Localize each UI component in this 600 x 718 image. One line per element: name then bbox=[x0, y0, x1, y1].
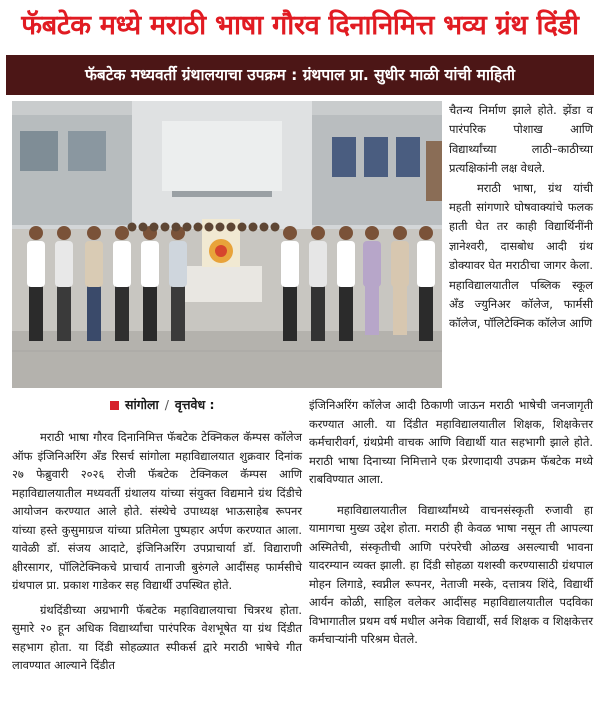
crowd-head bbox=[194, 223, 203, 232]
crowd-head bbox=[238, 223, 247, 232]
article-column-left bbox=[12, 428, 302, 681]
person-figure bbox=[113, 226, 131, 341]
person-figure bbox=[363, 226, 381, 335]
person-figure bbox=[169, 226, 187, 341]
right-paragraph-2: मराठी भाषा, ग्रंथ यांची महती सांगणारे घोषवाक्यांचे फलक हाती घेत तर काही विद्यार्थिनींनी ज्ञानेश्वरी, दासबोध आदी ग्रंथ डोक्यावर घेत मराठीचा जागर केला. महाविद्यालयातील पब्लिक स्कूल अँड ज्युनिअर कॉलेज, फार्मसी कॉलेज, पॉलिटेक्निक कॉलेज आणि bbox=[449, 180, 593, 331]
crowd-head bbox=[161, 223, 170, 232]
dateline-source: वृत्तवेध : bbox=[174, 397, 215, 412]
left-paragraph-1: मराठी भाषा गौरव दिनानिमित्त फॅबटेक टेक्निकल कॅम्पस कॉलेज ऑफ इंजिनिअरिंग अँड रिसर्च सांगोला महाविद्यालयात शुक्रवार दिनांक २७ फेब्रुवारी २०२६ रोजी फॅबटेक टेक्निकल कॅम्पस आणि महाविद्यालयातील मध्यवर्ती ग्रंथालय यांच्या संयुक्त विद्यमाने ग्रंथ दिंडीचे आयोजन करण्यात आले होते. संस्थेचे उपाध्यक्ष भाऊसाहेब रूपनर यांच्या हस्ते कुसुमाग्रज यांच्या प्रतिमेला पुष्पहार अर्पण करण्यात आला. यावेळी डॉ. संजय आदाटे, इंजिनिअरिंग उपप्राचार्या डॉ. विद्याराणी क्षीरसागर, पॉलिटेक्निकचे प्राचार्य तानाजी बुरुंगले आदींसह फार्मसीचे ग्रंथपाल प्रा. प्रकाश गाडेकर सह विद्यार्थी उपस्थित होते. bbox=[12, 430, 302, 592]
crowd-head bbox=[249, 223, 258, 232]
person-figure bbox=[55, 226, 73, 341]
dateline-bullet-icon bbox=[110, 401, 119, 410]
crowd-head bbox=[205, 223, 214, 232]
right-paragraph-1: चैतन्य निर्माण झाले होते. झेंडा व पारंपरिक पोशाख आणि विद्यार्थ्यांच्या लाठी–काठीच्या प्रत्यक्षिकांनी लक्ष वेधले. bbox=[449, 103, 593, 176]
crowd-head bbox=[260, 223, 269, 232]
person-figure bbox=[27, 226, 45, 341]
person-figure bbox=[85, 226, 103, 341]
crowd-head bbox=[183, 223, 192, 232]
person-figure bbox=[141, 226, 159, 341]
article-column-right bbox=[449, 101, 593, 334]
person-figure bbox=[417, 226, 435, 341]
crowd-head bbox=[139, 223, 148, 232]
crowd-head bbox=[172, 223, 181, 232]
middle-paragraph-2: महाविद्यालयातील विद्यार्थ्यांमध्ये वाचनसंस्कृती रुजावी हा यामागचा मुख्य उद्देश होता. मराठी ही केवळ भाषा नसून ती आपल्या अस्मितेची, संस्कृतीची आणि परंपरेची ओळख असल्याची भावना यादरम्यान व्यक्त झाली. हा दिंडी सोहळा यशस्वी करण्यासाठी ग्रंथपाल मोहन लिगाडे, स्वप्नील रूपनर, नेताजी मस्के, दत्तात्रय शिंदे, विद्यार्थी आर्यन कोळी, साहिल वलेकर आदींसह महाविद्यालयातील पदविका विभागातील प्रथम वर्ष मधील अनेक विद्यार्थी, सर्व शिक्षक व शिक्षकेत्तर कर्मचाऱ्यांनी परिश्रम घेतले. bbox=[309, 502, 593, 646]
event-photo bbox=[12, 101, 442, 388]
crowd-head bbox=[128, 223, 137, 232]
dateline-separator: / bbox=[164, 397, 169, 412]
article-column-middle bbox=[309, 396, 593, 661]
person-figure bbox=[337, 226, 355, 341]
headline: फॅबटेक मध्ये मराठी भाषा गौरव दिनानिमित्त भव्य ग्रंथ दिंडी bbox=[21, 10, 579, 41]
crowd-head bbox=[216, 223, 225, 232]
crowd-head bbox=[150, 223, 159, 232]
crowd-head bbox=[271, 223, 280, 232]
dateline-place: सांगोला bbox=[125, 397, 159, 412]
person-figure bbox=[309, 226, 327, 341]
middle-paragraph-1: इंजिनिअरिंग कॉलेज आदी ठिकाणी जाऊन मराठी भाषेची जनजागृती करण्यात आली. या दिंडीत महाविद्यालयातील शिक्षक, शिक्षकेत्तर कर्मचारीवर्ग, ग्रंथप्रेमी वाचक आणि विद्यार्थी यात सहभागी झाले होते. मराठी भाषा दिनाच्या निमित्ताने एक प्रेरणादायी उपक्रम फॅबटेक मध्ये राबविण्यात आला. bbox=[309, 398, 593, 486]
person-figure bbox=[391, 226, 409, 335]
subheadline-bar: फॅबटेक मध्यवर्ती ग्रंथालयाचा उपक्रम : ग्रंथपाल प्रा. सुधीर माळी यांची माहिती bbox=[6, 55, 594, 95]
left-paragraph-2: ग्रंथदिंडीच्या अग्रभागी फॅबटेक महाविद्यालयाचा चित्ररथ होता. सुमारे २० हून अधिक विद्यार्थ्यांचा पारंपरिक वेशभूषेत या ग्रंथ दिंडीत सहभाग होता. या दिंडी सोहळ्यात स्पीकर्स द्वारे मराठी भाषेचे गीत लावण्यात आल्याने दिंडीत bbox=[12, 602, 302, 672]
dateline bbox=[110, 394, 214, 416]
person-figure bbox=[281, 226, 299, 341]
crowd-head bbox=[227, 223, 236, 232]
